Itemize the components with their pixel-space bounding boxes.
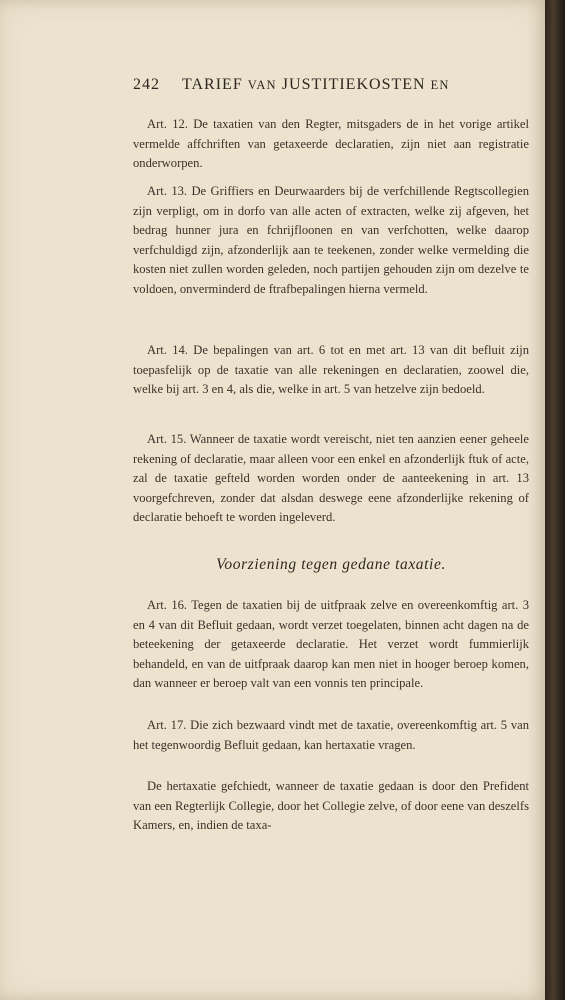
paragraph-hertaxatie: De hertaxatie gefchiedt, wanneer de taxatie gedaan is door den Prefident van een Regterlijk Collegie, door het Collegie zelve, of door eene van deszelfs Kamers, en, indien de taxa- (133, 779, 529, 832)
paragraph-art-15: Art. 15. Wanneer de taxatie wordt vereischt, niet ten aanzien eener geheele rekening of declaratie, maar alleen voor een enkel en afzonderlijk ftuk of acte, zal de taxatie gefteld worden worden onder de aanteekening in art. 13 voorgefchreven, zonder dat alsdan deswege eene afzonderlijke rekening of declaratie behoeft te worden ingeleverd. (133, 432, 529, 524)
header-title-4: EN (430, 78, 450, 92)
paragraph-art-12: Art. 12. De taxatien van den Regter, mitsgaders de in het vorige artikel vermelde affchriften van getaxeerde declaratien, zijn niet aan registratie onderworpen. (133, 117, 529, 170)
paragraph-art-16: Art. 16. Tegen de taxatien bij de uitfpraak zelve en overeenkomftig art. 3 en 4 van dit Befluit gedaan, wordt verzet toegelaten, binnen acht dagen na de beteekening der getaxeerde declaratie. Het verzet wordt fummierlijk behandeld, en van de uitfpraak daarop kan men niet in hooger beroep komen, dan wanneer er beroep valt van een vonnis ten principale. (133, 598, 529, 690)
page-number: 242 (133, 76, 160, 93)
running-header (133, 76, 533, 94)
page-edge (545, 0, 565, 1000)
paragraph-art-14: Art. 14. De bepalingen van art. 6 tot en met art. 13 van dit befluit zijn toepasfelijk op de taxatie van alle rekeningen en declaratien, zoowel die, welke bij art. 3 en 4, als die, welke in art. 5 van hetzelve zijn bedoeld. (133, 343, 529, 396)
section-title: Voorziening tegen gedane taxatie. (216, 556, 446, 573)
header-title-2: VAN (247, 78, 277, 92)
header-title-1: TARIEF (182, 76, 243, 93)
header-title-3: JUSTITIEKOSTEN (281, 76, 426, 93)
paragraph-art-13: Art. 13. De Griffiers en Deurwaarders bij de verfchillende Regtscollegien zijn verpligt, om in dorfo van alle acten of extracten, welke zij afgeven, het bedrag hunner jura en fchrijfloonen en van verfchotten, welke daarop verfchuldigd zijn, afzonderlijk aan te teekenen, zonder welke vermelding die kosten niet zullen worden geleden, noch partijen gehouden zijn om dezelve te voldoen, onverminderd de ftrafbepalingen hierna vermeld. (133, 184, 529, 296)
paragraph-art-17: Art. 17. Die zich bezwaard vindt met de taxatie, overeenkomftig art. 5 van het tegenwoordig Befluit gedaan, kan hertaxatie vragen. (133, 718, 529, 752)
